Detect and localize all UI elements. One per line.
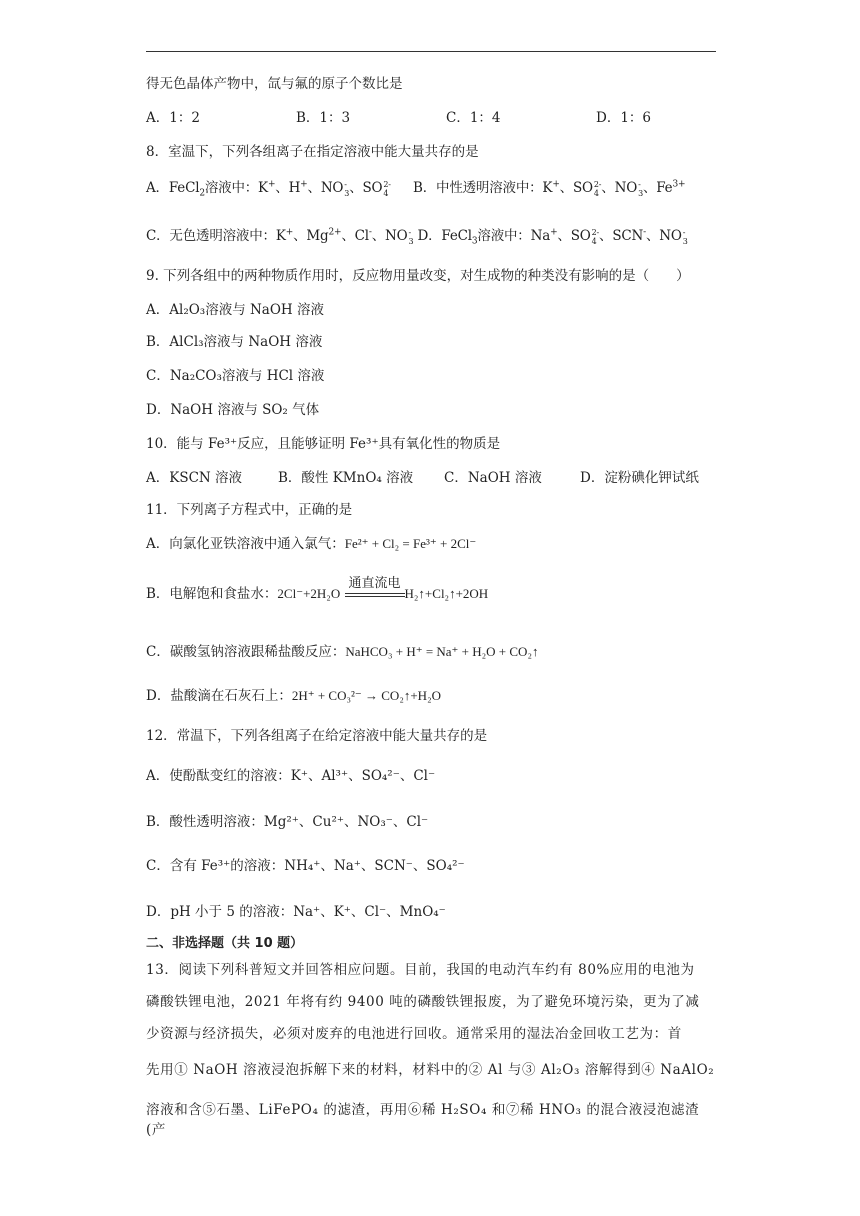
q9-option-a: A．Al₂O₃溶液与 NaOH 溶液 [146, 302, 324, 318]
q8-b-text: 、Fe [642, 180, 673, 196]
q8-d-text: 、SO [557, 228, 591, 244]
q8-c-text: 、Mg [293, 228, 329, 244]
q7-option-d: D．1：6 [596, 110, 652, 126]
q10-stem: 10．能与 Fe³⁺反应，且能够证明 Fe³⁺具有氧化性的物质是 [146, 436, 501, 452]
q12-option-b: B．酸性透明溶液：Mg²⁺、Cu²⁺、NO₃⁻、Cl⁻ [146, 814, 429, 830]
q13-line-5: 溶液和含⑤石墨、LiFePO₄ 的滤渣，再用⑥稀 H₂SO₄ 和⑦稀 HNO₃ 的混合液浸泡滤渣(产 [146, 1102, 700, 1138]
q11-option-a [146, 534, 476, 554]
top-rule [146, 51, 716, 52]
q10-option-b: B．酸性 KMnO₄ 溶液 [278, 470, 414, 486]
q8-d-text: D．FeCl [417, 228, 472, 244]
q11-b-equation-right: H₂↑+Cl₂↑+2OH [404, 586, 489, 601]
q8-a-text: 、NO [307, 180, 344, 196]
q11-option-c [146, 642, 538, 662]
q13-line-4: 先用① NaOH 溶液浸泡拆解下来的材料，材料中的② Al 与③ Al₂O₃ 溶解得到④ NaAlO₂ [146, 1062, 715, 1078]
q12-stem: 12．常温下，下列各组离子在给定溶液中能大量共存的是 [146, 728, 488, 744]
q8-a-text: 、H [275, 180, 301, 196]
q11-d-text: D．盐酸滴在石灰石上： [146, 688, 292, 704]
q12-option-a: A．使酚酞变红的溶液：K⁺、Al³⁺、SO₄²⁻、Cl⁻ [146, 768, 436, 784]
question-continuation: 得无色晶体产物中，氙与氟的原子个数比是 [146, 76, 403, 92]
q8-options-cd: C．无色透明溶液中：K+、$Mg^{2+}$、Cl-、NO - 3 D．FeCl$_3$溶液中：Na+、SO 2- 4 、SCN-、NO - 3 [146, 227, 688, 247]
q8-stem: 8．室温下，下列各组离子在指定溶液中能大量共存的是 [146, 144, 479, 160]
section-heading: 二、非选择题（共 10 题） [146, 936, 304, 951]
q8-c-text: 、Cl [341, 228, 369, 244]
electrolysis-condition [345, 577, 405, 597]
q8-a-text: 、SO [349, 180, 383, 196]
q11-a-text: A．向氯化亚铁溶液中通入氯气： [146, 536, 345, 552]
q9-option-d: D．NaOH 溶液与 SO₂ 气体 [146, 402, 320, 418]
q11-a-equation: Fe²⁺ + Cl₂ = Fe³⁺ + 2Cl⁻ [344, 536, 477, 551]
q7-options [146, 108, 651, 128]
q8-d-text: 、NO [645, 228, 682, 244]
q7-option-c: C．1：4 [446, 110, 501, 126]
q12-option-c: C．含有 Fe³⁺的溶液：NH₄⁺、Na⁺、SCN⁻、SO₄²⁻ [146, 858, 465, 874]
q13-line-1: 13．阅读下列科普短文并回答相应问题。目前，我国的电动汽车约有 80%应用的电池为 [146, 962, 695, 978]
q11-c-text: C．碳酸氢钠溶液跟稀盐酸反应： [146, 644, 346, 660]
q8-d-text: 、SCN [599, 228, 644, 244]
q11-d-equation: 2H⁺ + CO₃²⁻ → CO₂↑+H₂O [291, 688, 441, 703]
q11-c-equation: NaHCO₃ + H⁺ = Na⁺ + H₂O + CO₂↑ [345, 644, 539, 659]
q7-option-b: B．1：3 [296, 110, 351, 126]
q7-option-a: A．1：2 [146, 110, 200, 126]
q13-line-2: 磷酸铁锂电池，2021 年将有约 9400 吨的磷酸铁锂报废，为了避免环境污染，更为了减 [146, 994, 700, 1010]
q8-c-text: 、NO [371, 228, 408, 244]
q10-options [146, 468, 699, 488]
q8-c-text: C．无色透明溶液中：K [146, 228, 286, 244]
q8-b-text: B．中性透明溶液中：K [413, 180, 553, 196]
q8-a-text: 溶液中：K [204, 180, 268, 196]
q10-option-a: A．KSCN 溶液 [146, 470, 243, 486]
q8-b-text: 、SO [559, 180, 593, 196]
q10-option-d: D．淀粉碘化钾试纸 [580, 470, 699, 486]
q11-b-text: B．电解饱和食盐水： [146, 586, 278, 602]
q11-option-d [146, 686, 441, 706]
q8-d-text: 溶液中：Na [477, 228, 551, 244]
q9-option-b: B．AlCl₃溶液与 NaOH 溶液 [146, 334, 323, 350]
q13-line-3: 少资源与经济损失，必须对废弃的电池进行回收。通常采用的湿法冶金回收工艺为：首 [146, 1026, 682, 1042]
q8-options-ab: A．FeCl$_2$溶液中：K+、H+、NO - 3 、SO 2- 4 B．中性透明溶液中：K+、SO 2- 4 、NO - 3 、$Fe^{3+}$ [146, 179, 686, 199]
q11-b-equation-left: 2Cl⁻+2H₂O [277, 586, 341, 601]
condition-label: 通直流电 [348, 575, 401, 591]
q8-a-text: A．FeCl [146, 180, 200, 196]
q8-b-text: 、NO [601, 180, 638, 196]
q9-option-c: C．Na₂CO₃溶液与 HCl 溶液 [146, 368, 325, 384]
q12-option-d: D．pH 小于 5 的溶液：Na⁺、K⁺、Cl⁻、MnO₄⁻ [146, 904, 446, 920]
q9-stem: 9. 下列各组中的两种物质作用时，反应物用量改变，对生成物的种类没有影响的是（ ） [146, 268, 690, 284]
q10-option-c: C．NaOH 溶液 [444, 470, 542, 486]
q11-stem: 11．下列离子方程式中，正确的是 [146, 502, 353, 518]
q11-option-b [146, 575, 489, 605]
